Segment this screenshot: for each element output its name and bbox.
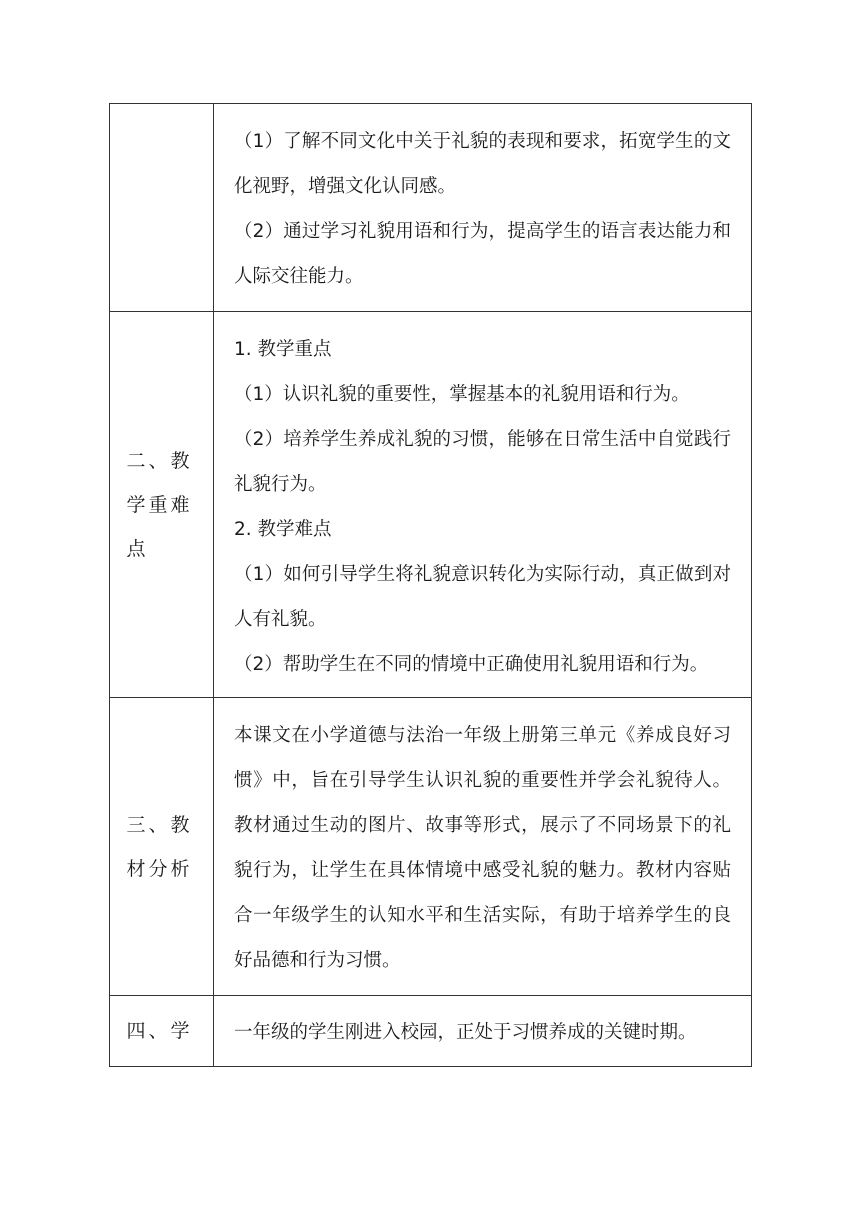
key-points-heading: 1. 教学重点 [234,339,332,360]
table-row [110,104,752,312]
objective-paragraph: （2）通过学习礼貌用语和行为，提高学生的语言表达能力和人际交往能力。 [234,220,731,287]
row-label-cell [110,312,214,698]
key-point-paragraph: （1）认识礼貌的重要性，掌握基本的礼貌用语和行为。 [234,384,690,405]
row-content [214,312,751,697]
key-point-paragraph: （2）培养学生养成礼貌的习惯，能够在日常生活中自觉践行礼貌行为。 [234,429,731,495]
table-row [110,312,752,698]
table-row [110,996,752,1067]
row-content [214,700,751,994]
lesson-plan-table [109,103,752,1067]
difficulty-paragraph: （2）帮助学生在不同的情境中正确使用礼貌用语和行为。 [234,654,709,675]
objective-paragraph: （1）了解不同文化中关于礼貌的表现和要求，拓宽学生的文化视野，增强文化认同感。 [234,130,731,197]
row-content [214,105,751,311]
row-label: 四、学 [126,1020,193,1042]
row-label-cell [110,104,214,312]
row-label: 三、教材分析 [126,813,193,880]
row-content-cell [214,104,752,312]
row-label: 二、教学重难点 [126,449,193,560]
student-analysis-paragraph: 一年级的学生刚进入校园，正处于习惯养成的关键时期。 [234,1022,697,1043]
row-label-cell [110,698,214,996]
row-content-cell [214,996,752,1067]
difficulty-paragraph: （1）如何引导学生将礼貌意识转化为实际行动，真正做到对人有礼貌。 [234,564,731,630]
row-label-cell [110,996,214,1067]
row-content [214,997,751,1065]
difficulties-heading: 2. 教学难点 [234,519,332,540]
row-content-cell [214,698,752,996]
textbook-analysis-paragraph: 本课文在小学道德与法治一年级上册第三单元《养成良好习惯》中，旨在引导学生认识礼貌的重要性并学会礼貌待人。教材通过生动的图片、故事等形式，展示了不同场景下的礼貌行为，让学生在具体情境中感受礼貌的魅力。教材内容贴合一年级学生的认知水平和生活实际，有助于培养学生的良好品德和行为习惯。 [234,724,731,971]
row-content-cell [214,312,752,698]
table-row [110,698,752,996]
